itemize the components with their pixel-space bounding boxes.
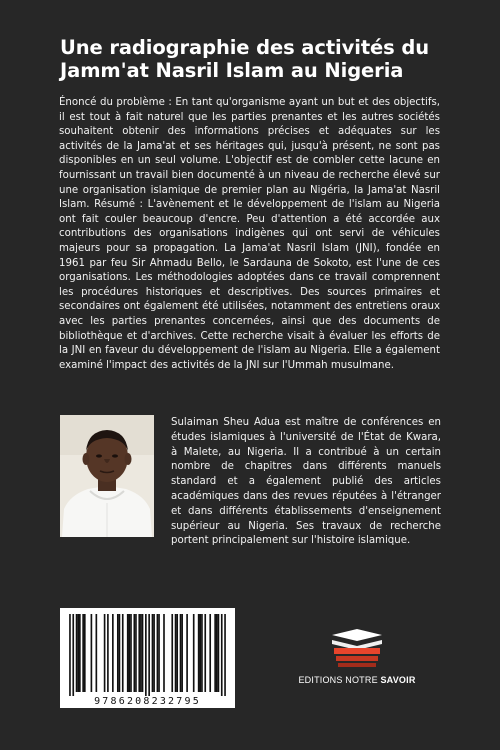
barcode-bar <box>193 614 195 692</box>
barcode-bar <box>171 614 173 692</box>
barcode-bars <box>60 608 235 696</box>
isbn-number: 9786208232795 <box>94 696 201 707</box>
author-bio: Sulaiman Sheu Adua est maître de conférences en études islamiques à l'université de l'État de Kwara, à Malete, au Nigeria. Il a contribué à un certain nombre de chapitres dans différents manuels standard et a également publié des articles académiques dans des revues réputées à l'étranger et dans différents établissements d'enseignement supérieur au Nigeria. Ses travaux de recherche portent principalement sur l'histoire islamique. <box>171 417 441 547</box>
barcode-bar <box>130 614 132 692</box>
barcode-bar <box>181 614 183 692</box>
barcode-bar <box>107 614 109 692</box>
barcode-bar <box>133 614 135 692</box>
barcode-bar <box>77 614 79 692</box>
barcode-bar <box>129 614 131 692</box>
barcode-bar <box>157 614 159 692</box>
barcode-bar <box>138 614 140 692</box>
barcode-bar <box>122 614 124 692</box>
publisher-name <box>296 675 418 685</box>
barcode-bar <box>158 614 160 692</box>
author-photo <box>60 415 154 537</box>
barcode-bar <box>209 614 211 692</box>
barcode-bar <box>76 614 78 692</box>
book-title: Une radiographie des activités du Jamm'at Nasril Islam au Nigeria <box>60 36 429 82</box>
barcode-bar <box>69 614 71 696</box>
publisher-logo <box>296 625 418 695</box>
barcode-bar <box>201 614 203 692</box>
barcode-bar <box>84 614 86 692</box>
barcode-bar <box>224 614 226 696</box>
author-portrait-image <box>60 415 154 537</box>
barcode-bar <box>221 614 223 696</box>
barcode-bar <box>153 614 155 692</box>
barcode-bar <box>204 614 206 692</box>
barcode-bar <box>163 614 165 692</box>
barcode-bar <box>148 614 150 696</box>
book-summary: Énoncé du problème : En tant qu'organisme ayant un but et des objectifs, il est tout à fait naturel que les parties prenantes et les autres sociétés souhaitent obtenir des informations précises et adéquates sur les activités de la Jama'at et ses héritages qui, jusqu'à présent, ne sont pas disponibles en un seul volume. L'objectif est de combler cette lacune en fournissant un travail bien documenté à un niveau de recherche élevé sur une organisation islamique de premier plan au Nigéria, la Jama'at Nasril Islam. Résumé : L'avènement et le développement de l'islam au Nigeria ont fait couler beaucoup d'encre. Peu d'attention a été accordée aux contributions des organisations indigènes qui ont servi de véhicules majeurs pour sa propagation. La Jama'at Nasril Islam (JNI), fondée en 1961 par feu Sir Ahmadu Bello, le Sardauna de Sokoto, est l'une de ces organisations. Les méthodologies adoptées dans ce travail comprennent les procédures historiques et descriptives. Des sources primaires et secondaires ont également été utilisées, notamment des entretiens oraux avec les parties prenantes concernées, ainsi que des documents de bibliothèque et d'archives. Cette recherche visait à évaluer les efforts de la JNI en faveur du développement de l'islam au Nigeria. Elle a également examiné l'impact des activités de la JNI sur l'Ummah musulmane. <box>59 97 440 371</box>
barcode-bar <box>127 614 129 692</box>
barcode-bar <box>175 614 177 692</box>
barcode-bar <box>82 614 84 692</box>
barcode-bar <box>119 614 121 692</box>
barcode-bar <box>135 614 137 692</box>
barcode-bar <box>176 614 178 692</box>
isbn-barcode <box>60 608 235 708</box>
barcode-bar <box>180 614 182 692</box>
barcode-bar <box>186 614 188 692</box>
barcode-bar <box>140 614 142 692</box>
barcode-bar <box>117 614 119 692</box>
barcode-bar <box>79 614 81 692</box>
barcode-bar <box>152 614 154 692</box>
barcode-bar <box>216 614 218 692</box>
barcode-bar <box>112 614 114 692</box>
barcode-bar <box>91 614 93 692</box>
barcode-bar <box>104 614 106 692</box>
barcode-bar <box>199 614 201 692</box>
barcode-bar <box>214 614 216 692</box>
publisher-brand: SAVOIR <box>380 675 416 685</box>
barcode-bar <box>72 614 74 696</box>
barcode-bar <box>198 614 200 692</box>
publisher-prefix: EDITIONS NOTRE <box>298 675 378 685</box>
barcode-bar <box>218 614 220 692</box>
barcode-bar <box>142 614 144 692</box>
barcode-bar <box>145 614 147 696</box>
book-stack-icon <box>330 625 384 669</box>
barcode-bar <box>96 614 98 692</box>
